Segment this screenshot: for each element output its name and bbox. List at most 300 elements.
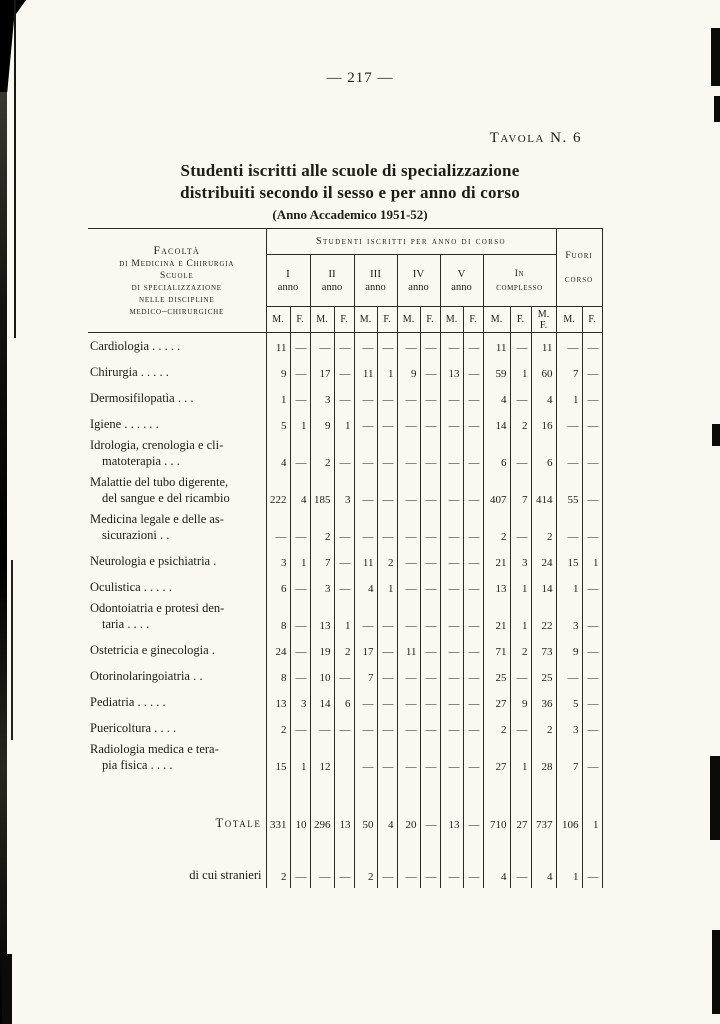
col-m: M. (354, 307, 377, 333)
value-cell: — (334, 836, 354, 888)
value-cell: — (354, 385, 377, 411)
value-cell: — (556, 663, 582, 689)
value-cell: — (440, 511, 463, 548)
value-cell: — (510, 511, 531, 548)
value-cell: — (463, 474, 483, 511)
value-cell: 25 (483, 663, 510, 689)
value-cell: — (420, 411, 440, 437)
value-cell: 296 (310, 778, 334, 836)
value-cell: 4 (290, 474, 310, 511)
value-cell: 1 (377, 359, 397, 385)
scan-artifact-tick (714, 96, 720, 122)
table-row (88, 663, 602, 689)
value-cell: 24 (531, 548, 556, 574)
value-cell: 13 (440, 778, 463, 836)
value-cell: 737 (531, 778, 556, 836)
value-cell: — (397, 437, 420, 474)
value-cell: 1 (290, 411, 310, 437)
value-cell: — (290, 511, 310, 548)
row-label: Pediatria . . . . . (90, 694, 166, 709)
value-cell: 1 (334, 411, 354, 437)
value-cell: 15 (556, 548, 582, 574)
col-f: F. (463, 307, 483, 333)
value-cell: 11 (531, 333, 556, 359)
scan-artifact-tick (710, 756, 720, 840)
value-cell: — (377, 836, 397, 888)
value-cell: — (397, 600, 420, 637)
col-f: F. (582, 307, 602, 333)
value-cell: — (420, 778, 440, 836)
value-cell: — (397, 836, 420, 888)
value-cell: 1 (556, 385, 582, 411)
value-cell: 7 (556, 359, 582, 385)
value-cell: — (463, 637, 483, 663)
value-cell: — (354, 600, 377, 637)
value-cell: — (377, 600, 397, 637)
value-cell: 21 (483, 548, 510, 574)
value-cell: 21 (483, 600, 510, 637)
year-header-5: V anno (440, 255, 483, 307)
value-cell: 6 (266, 574, 290, 600)
row-label: Odontoiatria e protesi den- taria . . . . (90, 600, 225, 631)
value-cell: — (290, 637, 310, 663)
value-cell: — (377, 715, 397, 741)
table-row (88, 437, 602, 474)
statistics-table (88, 228, 603, 888)
value-cell: 22 (531, 600, 556, 637)
span-header: Studenti iscritti per anno di corso (266, 229, 556, 255)
value-cell: — (440, 600, 463, 637)
value-cell: 2 (266, 836, 290, 888)
value-cell: 2 (483, 715, 510, 741)
value-cell: 2 (510, 637, 531, 663)
page-title-line1: Studenti iscritti alle scuole di specializzazione (180, 161, 520, 180)
value-cell: — (440, 741, 463, 778)
value-cell: 2 (531, 715, 556, 741)
value-cell: — (440, 474, 463, 511)
header-row-group (88, 229, 602, 255)
value-cell: 10 (290, 778, 310, 836)
value-cell: — (420, 637, 440, 663)
value-cell: — (290, 437, 310, 474)
value-cell: 5 (266, 411, 290, 437)
scan-artifact-tick (712, 930, 720, 1014)
value-cell: 1 (510, 574, 531, 600)
value-cell: — (290, 574, 310, 600)
value-cell: 9 (310, 411, 334, 437)
value-cell: — (510, 333, 531, 359)
value-cell: — (463, 778, 483, 836)
value-cell: — (510, 437, 531, 474)
stub-header-line: nelle discipline (139, 294, 215, 305)
value-cell: — (266, 511, 290, 548)
value-cell: 2 (354, 836, 377, 888)
value-cell: — (354, 437, 377, 474)
value-cell: — (582, 511, 602, 548)
value-cell: — (397, 548, 420, 574)
value-cell: 3 (556, 600, 582, 637)
stub-header-line: di specializzazione (131, 282, 222, 293)
value-cell: 3 (290, 689, 310, 715)
value-cell: — (582, 637, 602, 663)
value-cell: — (582, 741, 602, 778)
table-row (88, 689, 602, 715)
row-label: Puericoltura . . . . (90, 720, 177, 735)
value-cell: 11 (354, 548, 377, 574)
scan-artifact-line (14, 0, 16, 338)
value-cell: 1 (582, 778, 602, 836)
value-cell: 1 (510, 600, 531, 637)
value-cell: — (420, 574, 440, 600)
table-row (88, 333, 602, 359)
scan-artifact-line (11, 560, 13, 740)
value-cell: — (463, 836, 483, 888)
value-cell: 5 (556, 689, 582, 715)
value-cell: — (377, 689, 397, 715)
value-cell: 13 (266, 689, 290, 715)
title-block (60, 160, 640, 223)
value-cell: 73 (531, 637, 556, 663)
value-cell: — (582, 385, 602, 411)
value-cell: 7 (310, 548, 334, 574)
value-cell: 2 (483, 511, 510, 548)
value-cell: — (310, 715, 334, 741)
value-cell: — (582, 663, 602, 689)
value-cell: — (510, 663, 531, 689)
value-cell: — (582, 574, 602, 600)
value-cell: 9 (266, 359, 290, 385)
value-cell: — (290, 836, 310, 888)
plate-label: Tavola N. 6 (489, 130, 582, 146)
value-cell: — (510, 836, 531, 888)
value-cell: — (463, 511, 483, 548)
value-cell: — (290, 385, 310, 411)
value-cell: — (397, 741, 420, 778)
value-cell: 4 (531, 836, 556, 888)
value-cell: 7 (510, 474, 531, 511)
value-cell: — (582, 333, 602, 359)
value-cell: 17 (354, 637, 377, 663)
value-cell: 2 (377, 548, 397, 574)
value-cell: — (463, 437, 483, 474)
value-cell: 1 (582, 548, 602, 574)
year-header-3: III anno (354, 255, 397, 307)
value-cell: — (290, 715, 310, 741)
value-cell: — (582, 836, 602, 888)
value-cell: — (556, 437, 582, 474)
value-cell: — (290, 333, 310, 359)
value-cell: — (420, 474, 440, 511)
value-cell: — (397, 333, 420, 359)
value-cell: — (440, 333, 463, 359)
value-cell: — (377, 385, 397, 411)
value-cell: — (334, 548, 354, 574)
value-cell: 3 (334, 474, 354, 511)
value-cell: — (397, 715, 420, 741)
value-cell: 17 (310, 359, 334, 385)
value-cell: — (463, 715, 483, 741)
row-label: Dermosifilopatìa . . . (90, 390, 194, 405)
value-cell: — (582, 474, 602, 511)
value-cell: — (334, 574, 354, 600)
value-cell: — (463, 663, 483, 689)
value-cell: — (463, 411, 483, 437)
row-label: Ostetricia e ginecologia . (90, 642, 215, 657)
table-row (88, 574, 602, 600)
fuori-corso-line1: Fuori (565, 250, 593, 261)
value-cell: — (397, 385, 420, 411)
value-cell: 9 (556, 637, 582, 663)
value-cell: — (397, 574, 420, 600)
table-header (88, 229, 602, 333)
value-cell: — (310, 836, 334, 888)
value-cell: 3 (266, 548, 290, 574)
value-cell: 4 (531, 385, 556, 411)
stub-header-line: Facoltà (153, 244, 200, 257)
value-cell: 4 (354, 574, 377, 600)
page-subtitle: (Anno Accademico 1951-52) (272, 207, 428, 222)
col-mf-total: M. F. (531, 307, 556, 333)
value-cell: 1 (266, 385, 290, 411)
value-cell: — (440, 689, 463, 715)
value-cell: — (556, 333, 582, 359)
value-cell: — (420, 741, 440, 778)
value-cell: 9 (397, 359, 420, 385)
table-row (88, 741, 602, 778)
value-cell: 106 (556, 778, 582, 836)
col-f: F. (334, 307, 354, 333)
value-cell: 13 (483, 574, 510, 600)
value-cell: — (420, 385, 440, 411)
value-cell: 25 (531, 663, 556, 689)
table-row (88, 715, 602, 741)
stranieri-row (88, 836, 602, 888)
table-row (88, 474, 602, 511)
col-m: M. (397, 307, 420, 333)
value-cell: — (582, 715, 602, 741)
value-cell: 11 (266, 333, 290, 359)
value-cell: — (420, 663, 440, 689)
value-cell: 59 (483, 359, 510, 385)
value-cell: — (420, 511, 440, 548)
row-label: Neurologia e psichiatria . (90, 553, 217, 568)
stub-header-line: di Medicina e Chirurgia (119, 258, 235, 269)
value-cell: — (463, 385, 483, 411)
value-cell: 16 (531, 411, 556, 437)
scan-artifact-left-edge (0, 0, 7, 1024)
stub-header-line: Scuole (160, 270, 194, 281)
value-cell: 4 (266, 437, 290, 474)
value-cell: — (354, 411, 377, 437)
value-cell: — (397, 663, 420, 689)
year-header-4: IV anno (397, 255, 440, 307)
value-cell: — (354, 689, 377, 715)
value-cell: 24 (266, 637, 290, 663)
row-label: Radiologia medica e tera- pia fisica . . . . (90, 741, 219, 772)
value-cell: 2 (510, 411, 531, 437)
year-header-2: II anno (310, 255, 354, 307)
year-header-1: I anno (266, 255, 310, 307)
value-cell: 2 (266, 715, 290, 741)
value-cell: — (377, 637, 397, 663)
value-cell: — (463, 333, 483, 359)
value-cell: 407 (483, 474, 510, 511)
col-m: M. (310, 307, 334, 333)
value-cell: 3 (310, 385, 334, 411)
value-cell: — (397, 474, 420, 511)
value-cell: 8 (266, 663, 290, 689)
value-cell: 4 (483, 385, 510, 411)
value-cell: — (440, 574, 463, 600)
table-body (88, 333, 602, 888)
value-cell: 1 (510, 741, 531, 778)
stub-header-line: medico–chirurgiche (129, 306, 225, 317)
value-cell: — (556, 511, 582, 548)
stub-header (88, 229, 266, 333)
value-cell: 36 (531, 689, 556, 715)
value-cell: — (463, 574, 483, 600)
fuori-corso-line2: corso (564, 274, 594, 285)
value-cell: — (334, 385, 354, 411)
value-cell: — (334, 663, 354, 689)
value-cell: 12 (310, 741, 334, 778)
value-cell: — (440, 715, 463, 741)
value-cell: 1 (290, 548, 310, 574)
value-cell: 710 (483, 778, 510, 836)
value-cell: 1 (510, 359, 531, 385)
value-cell: — (582, 359, 602, 385)
value-cell: — (354, 741, 377, 778)
value-cell: — (420, 715, 440, 741)
value-cell: — (420, 836, 440, 888)
value-cell: 1 (377, 574, 397, 600)
value-cell: 4 (377, 778, 397, 836)
value-cell: 8 (266, 600, 290, 637)
year-header-complesso: In complesso (483, 255, 556, 307)
row-label: Igiene . . . . . . (90, 416, 159, 431)
row-label: Chirurgia . . . . . (90, 364, 169, 379)
value-cell: — (440, 385, 463, 411)
value-cell: — (354, 715, 377, 741)
value-cell: — (420, 333, 440, 359)
value-cell: — (377, 437, 397, 474)
value-cell: 11 (354, 359, 377, 385)
value-cell: — (377, 511, 397, 548)
value-cell: — (463, 689, 483, 715)
col-m: M. (440, 307, 463, 333)
col-f: F. (420, 307, 440, 333)
value-cell: — (582, 437, 602, 474)
col-f: F. (290, 307, 310, 333)
value-cell: 27 (483, 689, 510, 715)
value-cell: — (334, 511, 354, 548)
totale-row (88, 778, 602, 836)
value-cell: — (463, 359, 483, 385)
value-cell: 2 (310, 437, 334, 474)
value-cell: 11 (483, 333, 510, 359)
value-cell: — (377, 741, 397, 778)
row-label: Oculistica . . . . . (90, 579, 172, 594)
value-cell: — (420, 689, 440, 715)
col-f: F. (510, 307, 531, 333)
value-cell: — (463, 741, 483, 778)
value-cell: — (440, 637, 463, 663)
value-cell: 2 (334, 637, 354, 663)
value-cell: 14 (310, 689, 334, 715)
table-row (88, 637, 602, 663)
value-cell: — (377, 411, 397, 437)
value-cell: — (420, 437, 440, 474)
value-cell: — (463, 600, 483, 637)
value-cell: 71 (483, 637, 510, 663)
value-cell: — (334, 359, 354, 385)
value-cell: — (440, 411, 463, 437)
value-cell: 19 (310, 637, 334, 663)
value-cell: 3 (310, 574, 334, 600)
value-cell: — (463, 548, 483, 574)
value-cell: 2 (531, 511, 556, 548)
table-row (88, 548, 602, 574)
value-cell: — (420, 600, 440, 637)
col-m: M. (266, 307, 290, 333)
value-cell: — (377, 474, 397, 511)
value-cell: 185 (310, 474, 334, 511)
value-cell: 14 (531, 574, 556, 600)
col-m: M. (483, 307, 510, 333)
value-cell: 27 (510, 778, 531, 836)
value-cell: 2 (310, 511, 334, 548)
row-label: di cui stranieri (189, 867, 262, 882)
row-label: Totale (215, 815, 262, 830)
value-cell: 55 (556, 474, 582, 511)
value-cell: — (354, 474, 377, 511)
value-cell: 9 (510, 689, 531, 715)
value-cell: 27 (483, 741, 510, 778)
value-cell: 10 (310, 663, 334, 689)
value-cell: — (290, 359, 310, 385)
value-cell: — (440, 663, 463, 689)
value-cell: 1 (334, 600, 354, 637)
value-cell: — (354, 511, 377, 548)
row-label: Cardiologia . . . . . (90, 338, 181, 353)
value-cell: — (334, 437, 354, 474)
value-cell: — (397, 511, 420, 548)
value-cell: 15 (266, 741, 290, 778)
value-cell: 6 (531, 437, 556, 474)
table-row (88, 511, 602, 548)
col-m: M. (556, 307, 582, 333)
value-cell (334, 741, 354, 778)
value-cell: — (582, 411, 602, 437)
value-cell: — (377, 663, 397, 689)
value-cell: — (354, 333, 377, 359)
value-cell: 14 (483, 411, 510, 437)
value-cell: — (420, 548, 440, 574)
table-row (88, 359, 602, 385)
value-cell: — (440, 836, 463, 888)
value-cell: 3 (556, 715, 582, 741)
value-cell: — (440, 437, 463, 474)
value-cell: 7 (354, 663, 377, 689)
scan-artifact-tick (2, 954, 12, 1024)
table-row (88, 411, 602, 437)
value-cell: 28 (531, 741, 556, 778)
value-cell: — (334, 333, 354, 359)
value-cell: — (397, 689, 420, 715)
row-label: Otorinolaringoiatria . . (90, 668, 203, 683)
value-cell: — (290, 663, 310, 689)
value-cell: 7 (556, 741, 582, 778)
